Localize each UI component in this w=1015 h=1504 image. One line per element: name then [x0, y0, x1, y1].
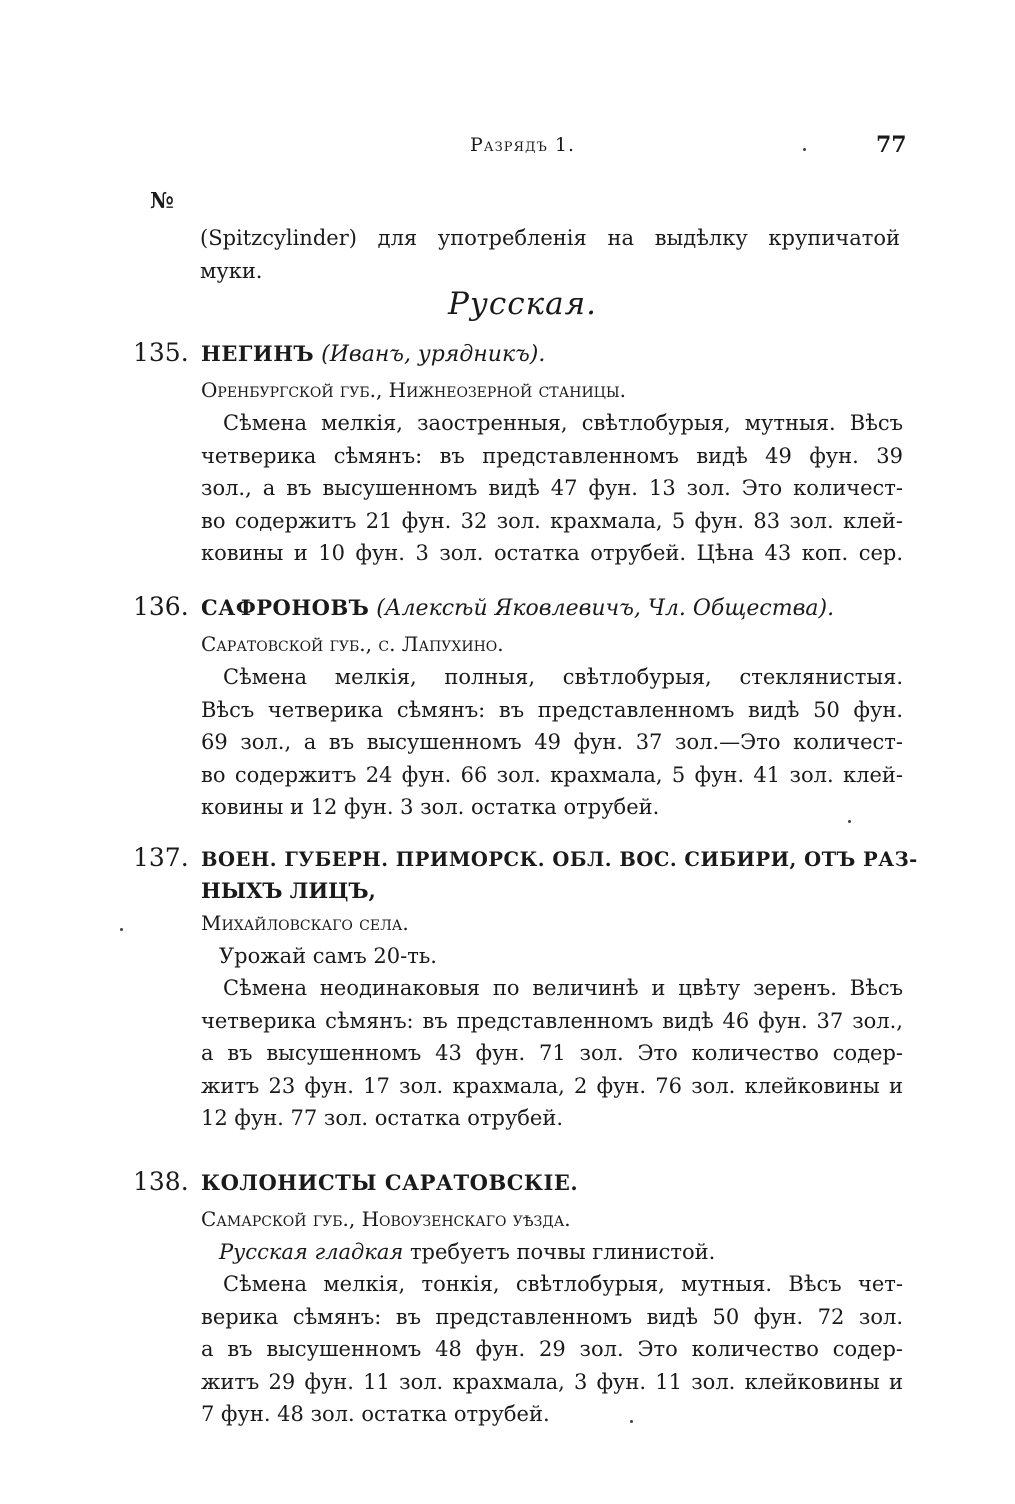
- intro-paragraph: [200, 222, 900, 288]
- section-title: Русская.: [448, 286, 597, 322]
- entry-qualifier: (Алексѣй Яковлевичъ, Чл. Общества).: [376, 596, 835, 621]
- desc-line: четверика сѣмянъ: въ представленномъ видѣ 46 фун. 37 зол.,: [201, 1008, 903, 1033]
- entry-number: 136.: [133, 592, 189, 621]
- entry-name: КОЛОНИСТЫ САРАТОВСКІЕ.: [201, 1170, 579, 1195]
- entry-description: [201, 407, 903, 570]
- entry-description: [201, 661, 903, 824]
- entry-qualifier: (Иванъ, урядникъ).: [321, 342, 546, 367]
- desc-line: а въ высушенномъ 43 фун. 71 зол. Это количество содер-: [201, 1041, 903, 1065]
- running-head: Разрядъ 1.: [470, 134, 576, 156]
- scan-speck: [848, 820, 851, 823]
- entry-location: Оренбургской губ., Нижнеозерной станицы.: [201, 378, 626, 402]
- entry-heading: [133, 1167, 903, 1199]
- page-number: 77: [876, 132, 907, 158]
- entry-136: [133, 592, 903, 824]
- desc-line: а въ высушенномъ 48 фун. 29 зол. Это количество содер-: [201, 1337, 903, 1361]
- intro-line: (Spitzcylinder) для употребленія на выдѣлку крупичатой: [200, 226, 900, 250]
- entry-number: 135.: [133, 338, 189, 367]
- scan-speck: [120, 928, 123, 931]
- desc-line: во содержитъ 24 фун. 66 зол. крахмала, 5 фун. 41 зол. клей-: [201, 762, 903, 787]
- entry-location: Саратовской губ., с. Лапухино.: [201, 632, 504, 656]
- entry-location: Михайловскаго села.: [201, 911, 409, 935]
- entry-number: 137.: [133, 843, 189, 872]
- entry-name-continuation: НЫХЪ ЛИЦЪ,: [201, 878, 376, 903]
- entry-heading: [133, 592, 903, 624]
- entry-138: [133, 1167, 903, 1431]
- number-sign: №: [150, 188, 174, 214]
- entry-135: [133, 338, 903, 570]
- desc-line: 69 зол., а въ высушенномъ 49 фун. 37 зол.—Это количест-: [201, 730, 903, 754]
- entry-name: НЕГИНЪ: [201, 341, 315, 366]
- desc-line: Сѣмена мелкія, заостренныя, свѣтлобурыя, мутныя. Вѣсъ: [223, 411, 903, 435]
- desc-line: четверика сѣмянъ: въ представленномъ видѣ 49 фун. 39: [201, 443, 903, 468]
- desc-line: ковины и 12 фун. 3 зол. остатка отрубей.: [201, 795, 660, 819]
- entry-note: Урожай самъ 20-ть.: [219, 944, 437, 968]
- desc-line: ковины и 10 фун. 3 зол. остатка отрубей. Цѣна 43 коп. сер.: [201, 541, 903, 565]
- desc-line: зол., а въ высушенномъ видѣ 47 фун. 13 зол. Это количест-: [201, 476, 903, 500]
- desc-line: верика сѣмянъ: въ представленномъ видѣ 50 фун. 72 зол.: [201, 1304, 903, 1329]
- entry-137: [133, 843, 918, 1135]
- desc-line: 12 фун. 77 зол. остатка отрубей.: [201, 1106, 564, 1130]
- desc-line: Сѣмена мелкія, полныя, свѣтлобурыя, стеклянистыя.: [223, 665, 903, 689]
- entry-location: Самарской губ., Новоузенскаго уѣзда.: [201, 1207, 571, 1231]
- entry-note-italic: Русская гладкая: [219, 1240, 404, 1264]
- entry-number: 138.: [133, 1167, 189, 1196]
- entry-name: ВОЕН. ГУБЕРН. ПРИМОРСК. ОБЛ. ВОС. СИБИРИ, ОТЪ РАЗ-: [201, 848, 918, 871]
- desc-line: житъ 29 фун. 11 зол. крахмала, 3 фун. 11 зол. клейковины и: [201, 1369, 903, 1394]
- entry-description: [201, 1268, 903, 1431]
- desc-line: во содержитъ 21 фун. 32 зол. крахмала, 5 фун. 83 зол. клей-: [201, 508, 903, 533]
- entry-description: [201, 972, 903, 1135]
- entry-note-rest: требуетъ почвы глинистой.: [403, 1240, 716, 1264]
- intro-line: муки.: [200, 259, 263, 283]
- scan-speck: [803, 148, 806, 151]
- entry-heading: [133, 338, 903, 370]
- entry-name: САФРОНОВЪ: [201, 595, 370, 620]
- entry-note: [219, 1236, 903, 1268]
- desc-line: Сѣмена неодинаковыя по величинѣ и цвѣту зеренъ. Вѣсъ: [223, 976, 903, 1000]
- desc-line: 7 фун. 48 зол. остатка отрубей.: [201, 1402, 550, 1426]
- scan-speck: [630, 1420, 633, 1423]
- desc-line: Сѣмена мелкія, тонкія, свѣтлобурыя, мутныя. Вѣсъ чет-: [223, 1272, 903, 1296]
- desc-line: житъ 23 фун. 17 зол. крахмала, 2 фун. 76 зол. клейковины и: [201, 1073, 903, 1098]
- desc-line: Вѣсъ четверика сѣмянъ: въ представленномъ видѣ 50 фун.: [201, 697, 903, 722]
- entry-heading: [133, 843, 918, 875]
